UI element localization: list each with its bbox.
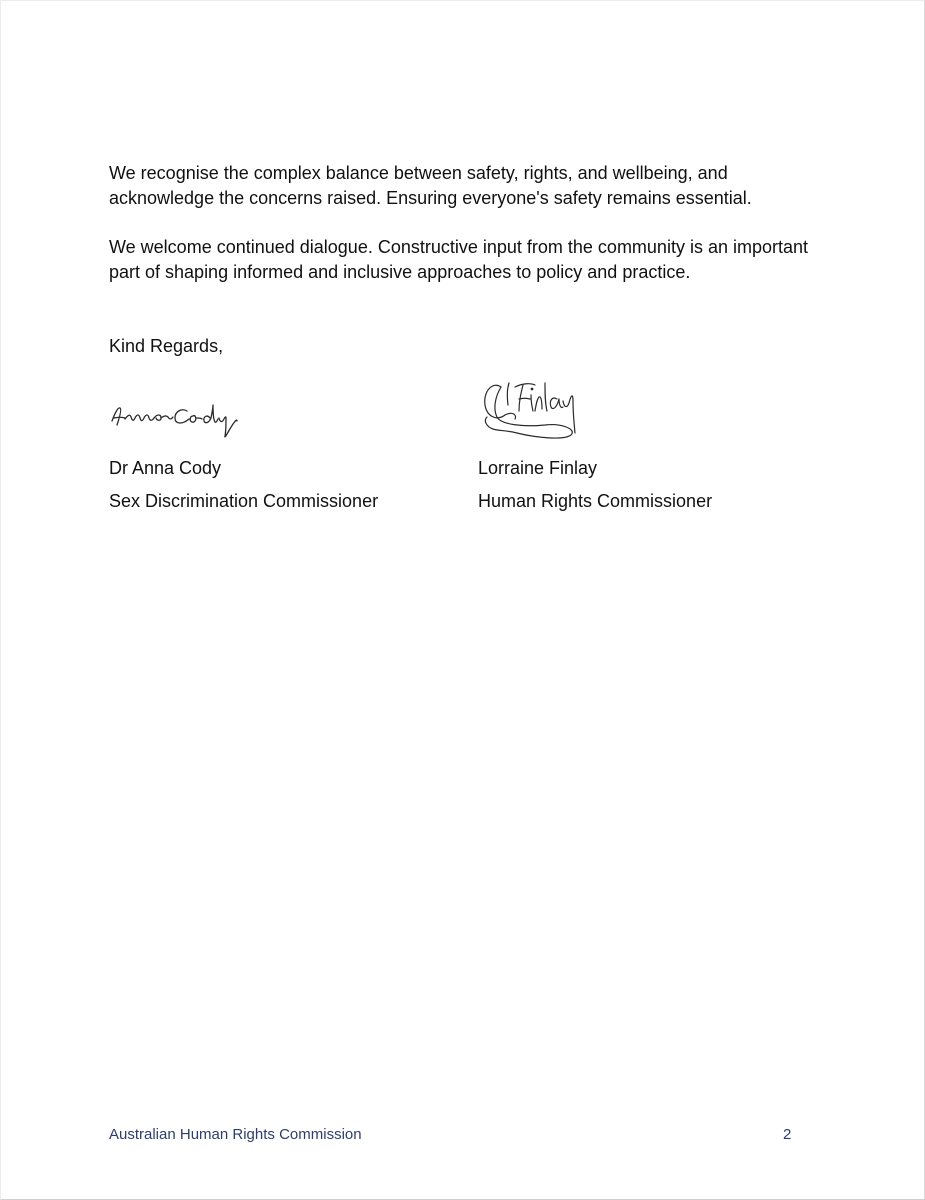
signatory-name-cody: Dr Anna Cody (109, 458, 222, 478)
signature-lorraine-finlay (475, 371, 587, 443)
footer-organisation: Australian Human Rights Commission (109, 1126, 362, 1143)
signatory-name-finlay: Lorraine Finlay (478, 458, 598, 478)
body-paragraph-2: We welcome continued dialogue. Constructive input from the community is an important part of shaping informed and inclusive approaches to policy and practice. (109, 237, 809, 282)
signatory-title-cody: Sex Discrimination Commissioner (109, 491, 379, 511)
body-paragraph-1: We recognise the complex balance between safety, rights, and wellbeing, and acknowledge the concerns raised. Ensuring everyone's safety remains essential. (109, 163, 752, 208)
signatory-title-finlay: Human Rights Commissioner (478, 491, 713, 511)
closing-salutation: Kind Regards, (109, 336, 224, 356)
signature-anna-cody (109, 399, 279, 445)
footer-page-number: 2 (783, 1126, 792, 1143)
